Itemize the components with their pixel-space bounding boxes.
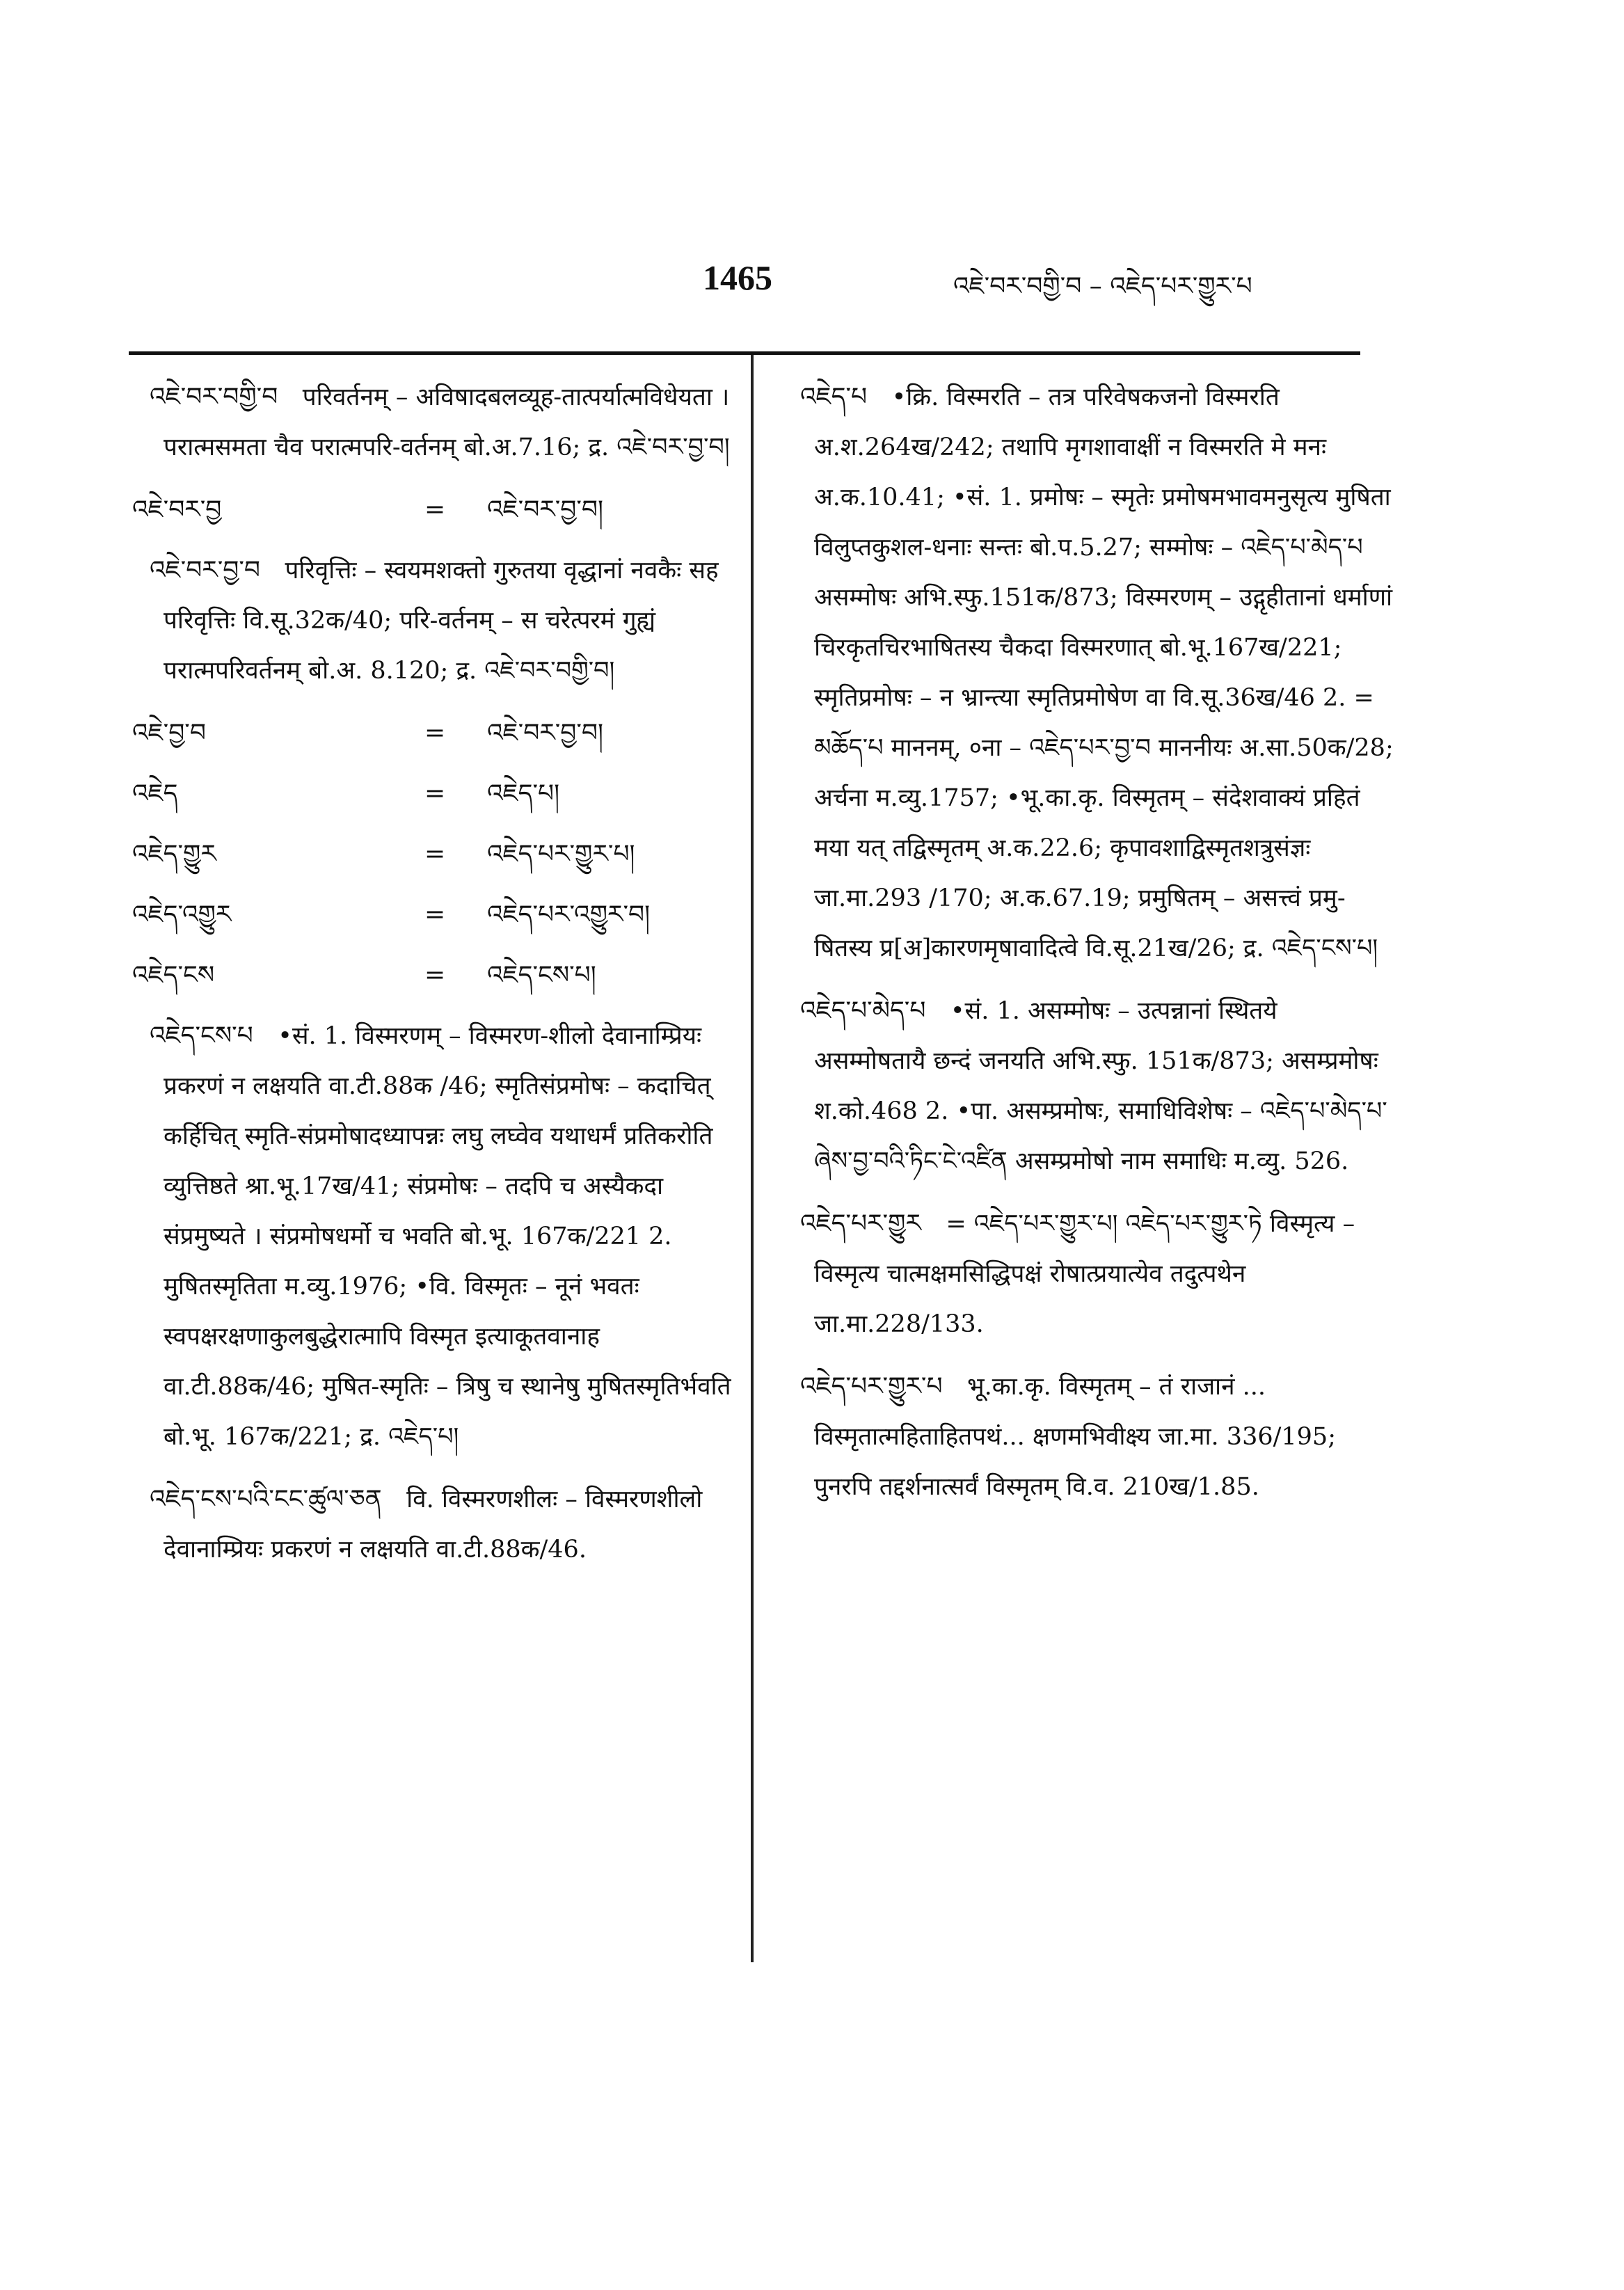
right-column	[776, 372, 1395, 1525]
column-divider	[751, 355, 754, 1962]
entry-headword: འཇེད་པར་གྱུར་པ	[800, 1372, 943, 1401]
entry-headword: འཇེད་པ་མེད་པ	[800, 996, 926, 1025]
entry-headword: འཇེ་བར་བགྱི་བ	[150, 383, 278, 411]
entry-text: वि. विस्मरणशीलः – विस्मरणशीलो देवानाम्प्रियः प्रकरणं न लक्षयति वा.टी.88क/46.	[164, 1486, 703, 1564]
dictionary-entry	[776, 1199, 1395, 1349]
dictionary-entry	[125, 372, 738, 472]
entry-headword: འཇེད་ངས་པའི་ངང་ཚུལ་ཅན	[150, 1485, 382, 1513]
cross-reference	[125, 708, 738, 758]
cross-reference	[125, 485, 738, 534]
xref-target: འཇེ་བར་བྱ་བ།	[487, 495, 603, 524]
dictionary-entry	[776, 372, 1395, 973]
cross-reference	[125, 951, 738, 1000]
entry-text: = འཇེད་པར་གྱུར་པ། འཇེད་པར་གྱུར་ཏེ विस्मृत्य – विस्मृत्य चात्मक्षमसिद्धिपक्षं रोषात्प्रयात्येव तदुत्पथेन जा.मा.228/133.	[814, 1210, 1355, 1338]
xref-target: འཇེད་པ།	[487, 779, 560, 808]
entry-text: परिवृत्तिः – स्वयमशक्तो गुरुतया वृद्धानां नवकैः सह परिवृत्तिः वि.सू.32क/40; परि-वर्तनम् – स चरेत्परमं गुह्यं परात्मपरिवर्तनम् बो.अ. 8.120; द्र. འཇེ་བར་བགྱི་བ།	[164, 557, 719, 685]
xref-headword: འཇེད	[132, 779, 178, 808]
dictionary-entry	[776, 1362, 1395, 1512]
top-rule	[129, 351, 1360, 355]
xref-target: འཇེད་པར་གྱུར་པ།	[487, 840, 635, 868]
xref-equals: =	[424, 900, 446, 929]
xref-equals: =	[424, 779, 446, 808]
cross-reference	[125, 829, 738, 879]
xref-headword: འཇེད་གྱུར	[132, 840, 216, 868]
running-head: འཇེ་བར་བགྱི་བ – འཇེད་པར་གྱུར་པ	[953, 272, 1252, 301]
xref-headword: འཇེ་བར་བྱ	[132, 495, 222, 524]
xref-equals: =	[424, 840, 446, 868]
entry-headword: འཇེད་པར་གྱུར	[800, 1209, 921, 1238]
entry-text: परिवर्तनम् – अविषादबलव्यूह-तात्पर्यात्मविधेयता । परात्मसमता चैव परात्मपरि-वर्तनम् बो.अ.7.16; द्र. འཇེ་བར་བྱ་བ།	[164, 383, 730, 461]
left-column	[125, 372, 738, 1587]
cross-reference	[125, 769, 738, 818]
xref-headword: འཇེད་འགྱུར	[132, 900, 232, 929]
xref-target: འཇེད་པར་འགྱུར་བ།	[487, 900, 651, 929]
page-number: 1465	[703, 258, 772, 297]
xref-equals: =	[424, 719, 446, 747]
xref-target: འཇེ་བར་བྱ་བ།	[487, 719, 603, 747]
entry-headword: འཇེ་བར་བྱ་བ	[150, 556, 260, 585]
xref-equals: =	[424, 495, 446, 524]
entry-text: •सं. 1. असम्मोषः – उत्पन्नानां स्थितये असम्मोषतायै छन्दं जनयति अभि.स्फु. 151क/873; असम्प्रमोषः श.को.468 2. •पा. असम्प्रमोषः, समाधिविशेषः – འཇེད་པ་མེད་པ་ཞེས་བྱ་བའི་ཏིང་ངེ་འཛིན असम्प्रमोषो नाम समाधिः म.व्यु. 526.	[814, 997, 1387, 1175]
entry-text: भू.का.कृ. विस्मृतम् – तं राजानं ... विस्मृतात्महिताहितपथं... क्षणमभिवीक्ष्य जा.मा. 336/195; पुनरपि तद्दर्शनात्सर्वं विस्मृतम् वि.व. 210ख/1.85.	[814, 1373, 1336, 1501]
entry-headword: འཇེད་ངས་པ	[150, 1021, 253, 1050]
cross-reference	[125, 890, 738, 939]
dictionary-entry	[125, 1011, 738, 1462]
xref-target: འཇེད་ངས་པ།	[487, 961, 596, 989]
xref-equals: =	[424, 961, 446, 989]
dictionary-entry	[776, 986, 1395, 1186]
entry-text: •सं. 1. विस्मरणम् – विस्मरण-शीलो देवानाम्प्रियः प्रकरणं न लक्षयति वा.टी.88क /46; स्मृतिसंप्रमोषः – कदाचित् कर्हिचित् स्मृति-संप्रमोषादध्यापन्नः लघु लघ्वेव यथाधर्मं प्रतिकरोति व्युत्तिष्ठते श्रा.भू.17ख/41; संप्रमोषः – तदपि च अस्यैकदा संप्रमुष्यते । संप्रमोषधर्मो च भवति बो.भू. 167क/221 2. मुषितस्मृतिता म.व्यु.1976; •वि. विस्मृतः – नूनं भवतः स्वपक्षरक्षणाकुलबुद्धेरात्मापि विस्मृत इत्याकूतवानाह वा.टी.88क/46; मुषित-स्मृतिः – त्रिषु च स्थानेषु मुषितस्मृतिर्भवति बो.भू. 167क/221; द्र. འཇེད་པ།	[164, 1022, 731, 1451]
xref-headword: འཇེ་བྱ་བ	[132, 719, 206, 747]
entry-text: •क्रि. विस्मरति – तत्र परिवेषकजनो विस्मरति अ.श.264ख/242; तथापि मृगशावाक्षीं न विस्मरति मे मनः अ.क.10.41; •सं. 1. प्रमोषः – स्मृतेः प्रमोषमभावमनुसृत्य मुषिता विलुप्तकुशल-धनाः सन्तः बो.प.5.27; सम्मोषः – འཇེད་པ་མེད་པ असम्मोषः अभि.स्फु.151क/873; विस्मरणम् – उद्गृहीतानां धर्माणां चिरकृतचिरभाषितस्य चैकदा विस्मरणात् बो.भू.167ख/221; स्मृतिप्रमोषः – न भ्रान्त्या स्मृतिप्रमोषेण वा वि.सू.36ख/46 2. = མཆོད་པ माननम्, ०ना – འཇེད་པར་བྱ་བ माननीयः अ.सा.50क/28; अर्चना म.व्यु.1757; •भू.का.कृ. विस्मृतम् – संदेशवाक्यं प्रहितं मया यत् तद्विस्मृतम् अ.क.22.6; कृपावशाद्विस्मृतशत्रुसंज्ञः जा.मा.293 /170; अ.क.67.19; प्रमुषितम् – असत्त्वं प्रमु-षितस्य प्र[अ]कारणमृषावादित्वे वि.सू.21ख/26; द्र. འཇེད་ངས་པ།	[814, 383, 1394, 962]
dictionary-entry	[125, 1474, 738, 1575]
dictionary-entry	[125, 546, 738, 696]
entry-headword: འཇེད་པ	[800, 383, 868, 411]
xref-headword: འཇེད་ངས	[132, 961, 215, 989]
